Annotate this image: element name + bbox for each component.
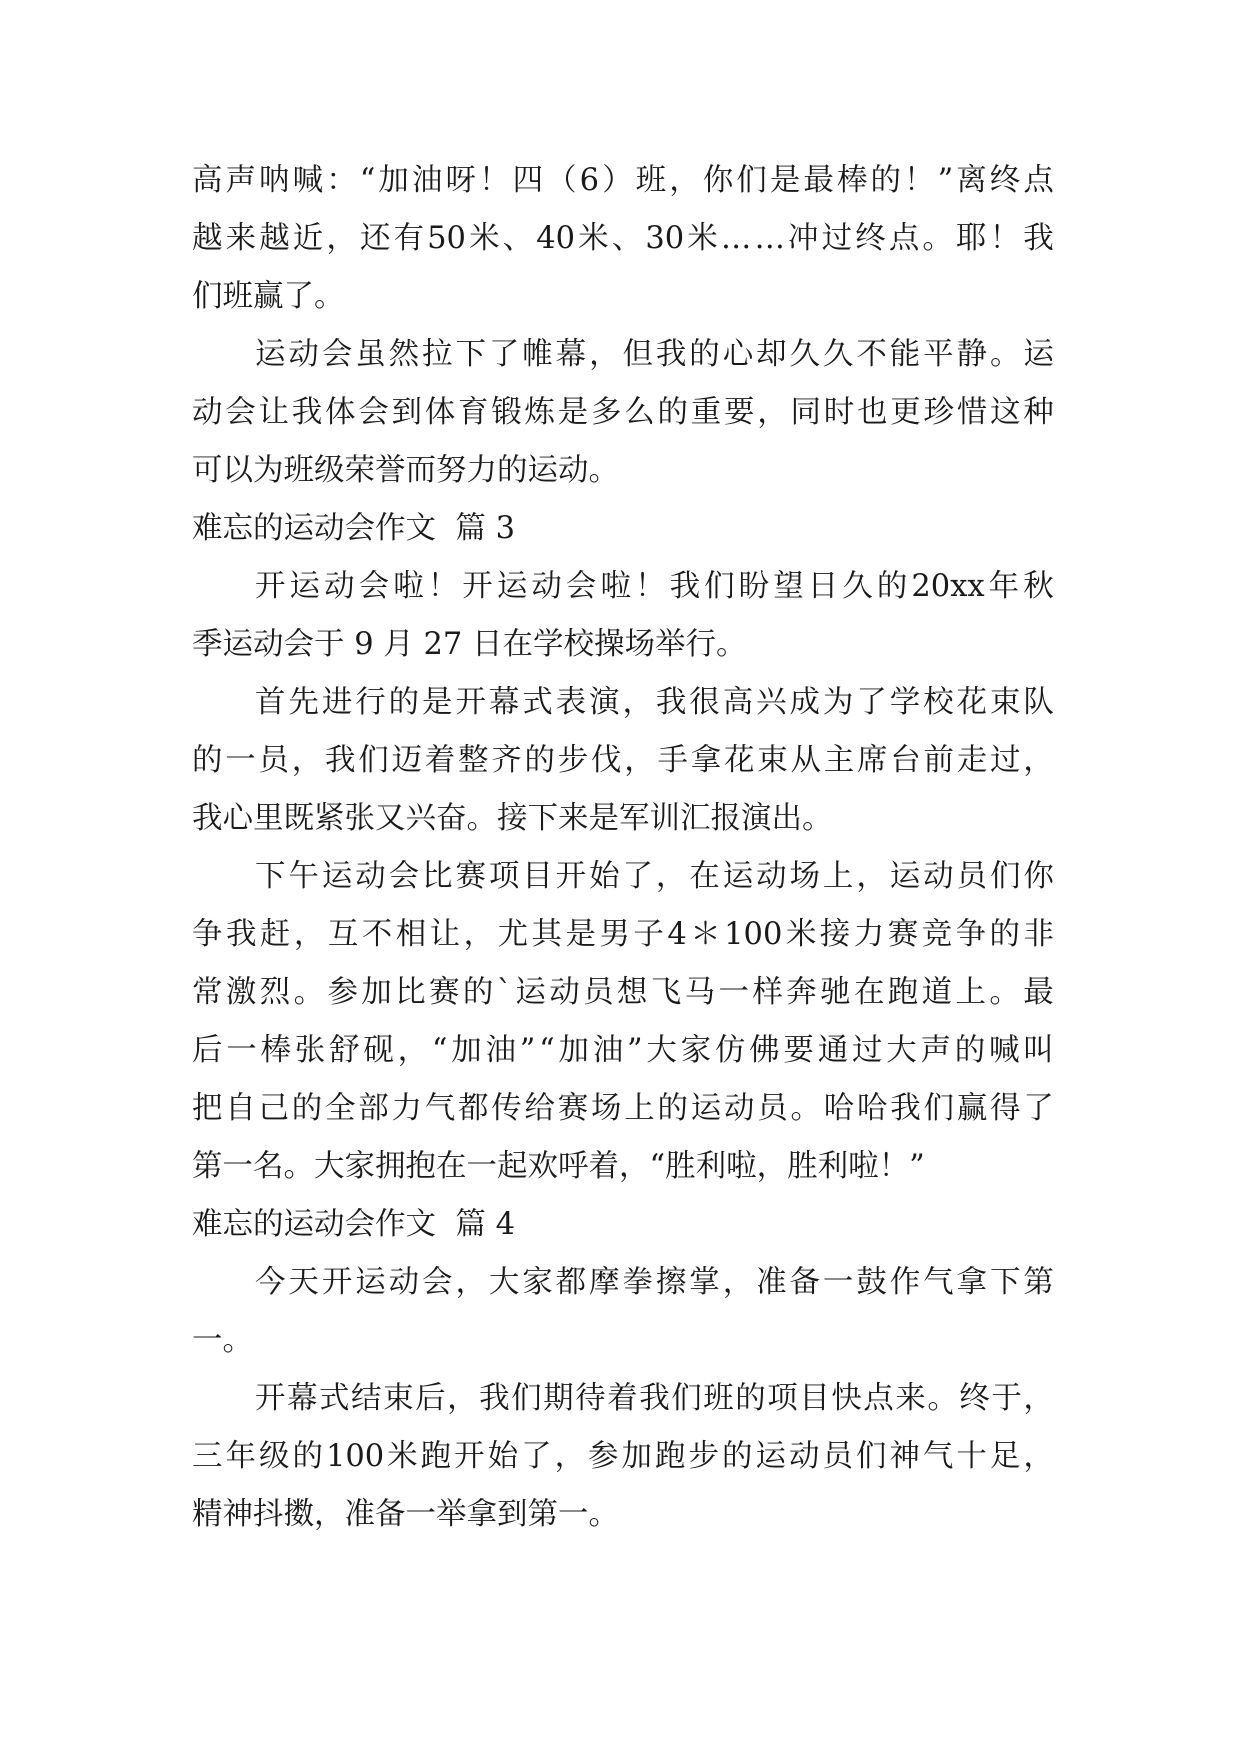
text-line: 今 天 开 运 动 会 ， 大 家 都 摩 拳 擦 掌 ， 准 备 一 鼓 作 气 拿 下 第 bbox=[255, 1265, 1054, 1300]
text-line: 可以为班级荣誉而努力的运动。 bbox=[192, 453, 619, 488]
text-line: 动 会 让 我 体 会 到 体 育 锻 炼 是 多 么 的 重 要 ， 同 时 也 更 珍 惜 这 种 bbox=[192, 395, 1054, 430]
text-line: 的 一 员 ， 我 们 迈 着 整 齐 的 步 伐 ， 手 拿 花 束 从 主 席 台 前 走 过 ， bbox=[192, 743, 1054, 778]
text-line: 开 幕 式 结 束 后 ， 我 们 期 待 着 我 们 班 的 项 目 快 点 来 。 终 于 ， bbox=[255, 1381, 1054, 1416]
document-body bbox=[192, 152, 1054, 1544]
text-line: 运 动 会 虽 然 拉 下 了 帷 幕 ， 但 我 的 心 却 久 久 不 能 平 静 。 运 bbox=[255, 337, 1054, 372]
text-line: 季运动会于 9 月 27 日在学校操场举行。 bbox=[192, 627, 747, 662]
section-heading: 难忘的运动会作文 篇 4 bbox=[192, 1207, 515, 1242]
paragraph bbox=[192, 674, 1054, 848]
paragraph bbox=[192, 1370, 1054, 1544]
text-line: 我心里既紧张又兴奋。接下来是军训汇报演出。 bbox=[192, 801, 833, 836]
paragraph bbox=[192, 848, 1054, 1196]
text-line: 开 运 动 会 啦 ！ 开 运 动 会 啦 ！ 我 们 盼 望 日 久 的 20xx 年 秋 bbox=[255, 569, 1054, 604]
text-line: 首 先 进 行 的 是 开 幕 式 表 演 ， 我 很 高 兴 成 为 了 学 校 花 束 队 bbox=[255, 685, 1054, 720]
text-line: 三 年 级 的 100 米 跑 开 始 了 ， 参 加 跑 步 的 运 动 员 们 神 气 十 足 ， bbox=[192, 1439, 1054, 1474]
text-line: 越 来 越 近 ， 还 有 50 米 、 40 米 、 30 米 … … 冲 过 终 点 。 耶 ！ 我 bbox=[192, 221, 1054, 256]
text-line: 把 自 己 的 全 部 力 气 都 传 给 赛 场 上 的 运 动 员 。 哈 哈 我 们 赢 得 了 bbox=[192, 1091, 1054, 1126]
paragraph bbox=[192, 326, 1054, 500]
text-line: 争 我 赶 ， 互 不 相 让 ， 尤 其 是 男 子 4 ＊ 100 米 接 力 赛 竞 争 的 非 bbox=[192, 917, 1054, 952]
text-line: 常 激 烈 。 参 加 比 赛 的 ` 运 动 员 想 飞 马 一 样 奔 驰 在 跑 道 上 。 最 bbox=[192, 975, 1054, 1010]
text-line: 下 午 运 动 会 比 赛 项 目 开 始 了 ， 在 运 动 场 上 ， 运 动 员 们 你 bbox=[255, 859, 1054, 894]
text-line: 精神抖擞，准备一举拿到第一。 bbox=[192, 1497, 619, 1532]
paragraph bbox=[192, 1254, 1054, 1370]
paragraph bbox=[192, 558, 1054, 674]
text-line: 们班赢了。 bbox=[192, 279, 345, 314]
paragraph bbox=[192, 152, 1054, 326]
section-heading: 难忘的运动会作文 篇 3 bbox=[192, 511, 515, 546]
text-line: 第一名。大家拥抱在一起欢呼着，“胜利啦，胜利啦！” bbox=[192, 1149, 925, 1184]
text-line: 一。 bbox=[192, 1323, 253, 1358]
text-line: 高 声 呐 喊 ： “ 加 油 呀 ！ 四 （ 6 ） 班 ， 你 们 是 最 棒 的 ！ ” 离 终 点 bbox=[192, 163, 1054, 198]
text-line: 后 一 棒 张 舒 砚 ， “ 加 油 ” “ 加 油 ” 大 家 仿 佛 要 通 过 大 声 的 喊 叫 bbox=[192, 1033, 1054, 1068]
